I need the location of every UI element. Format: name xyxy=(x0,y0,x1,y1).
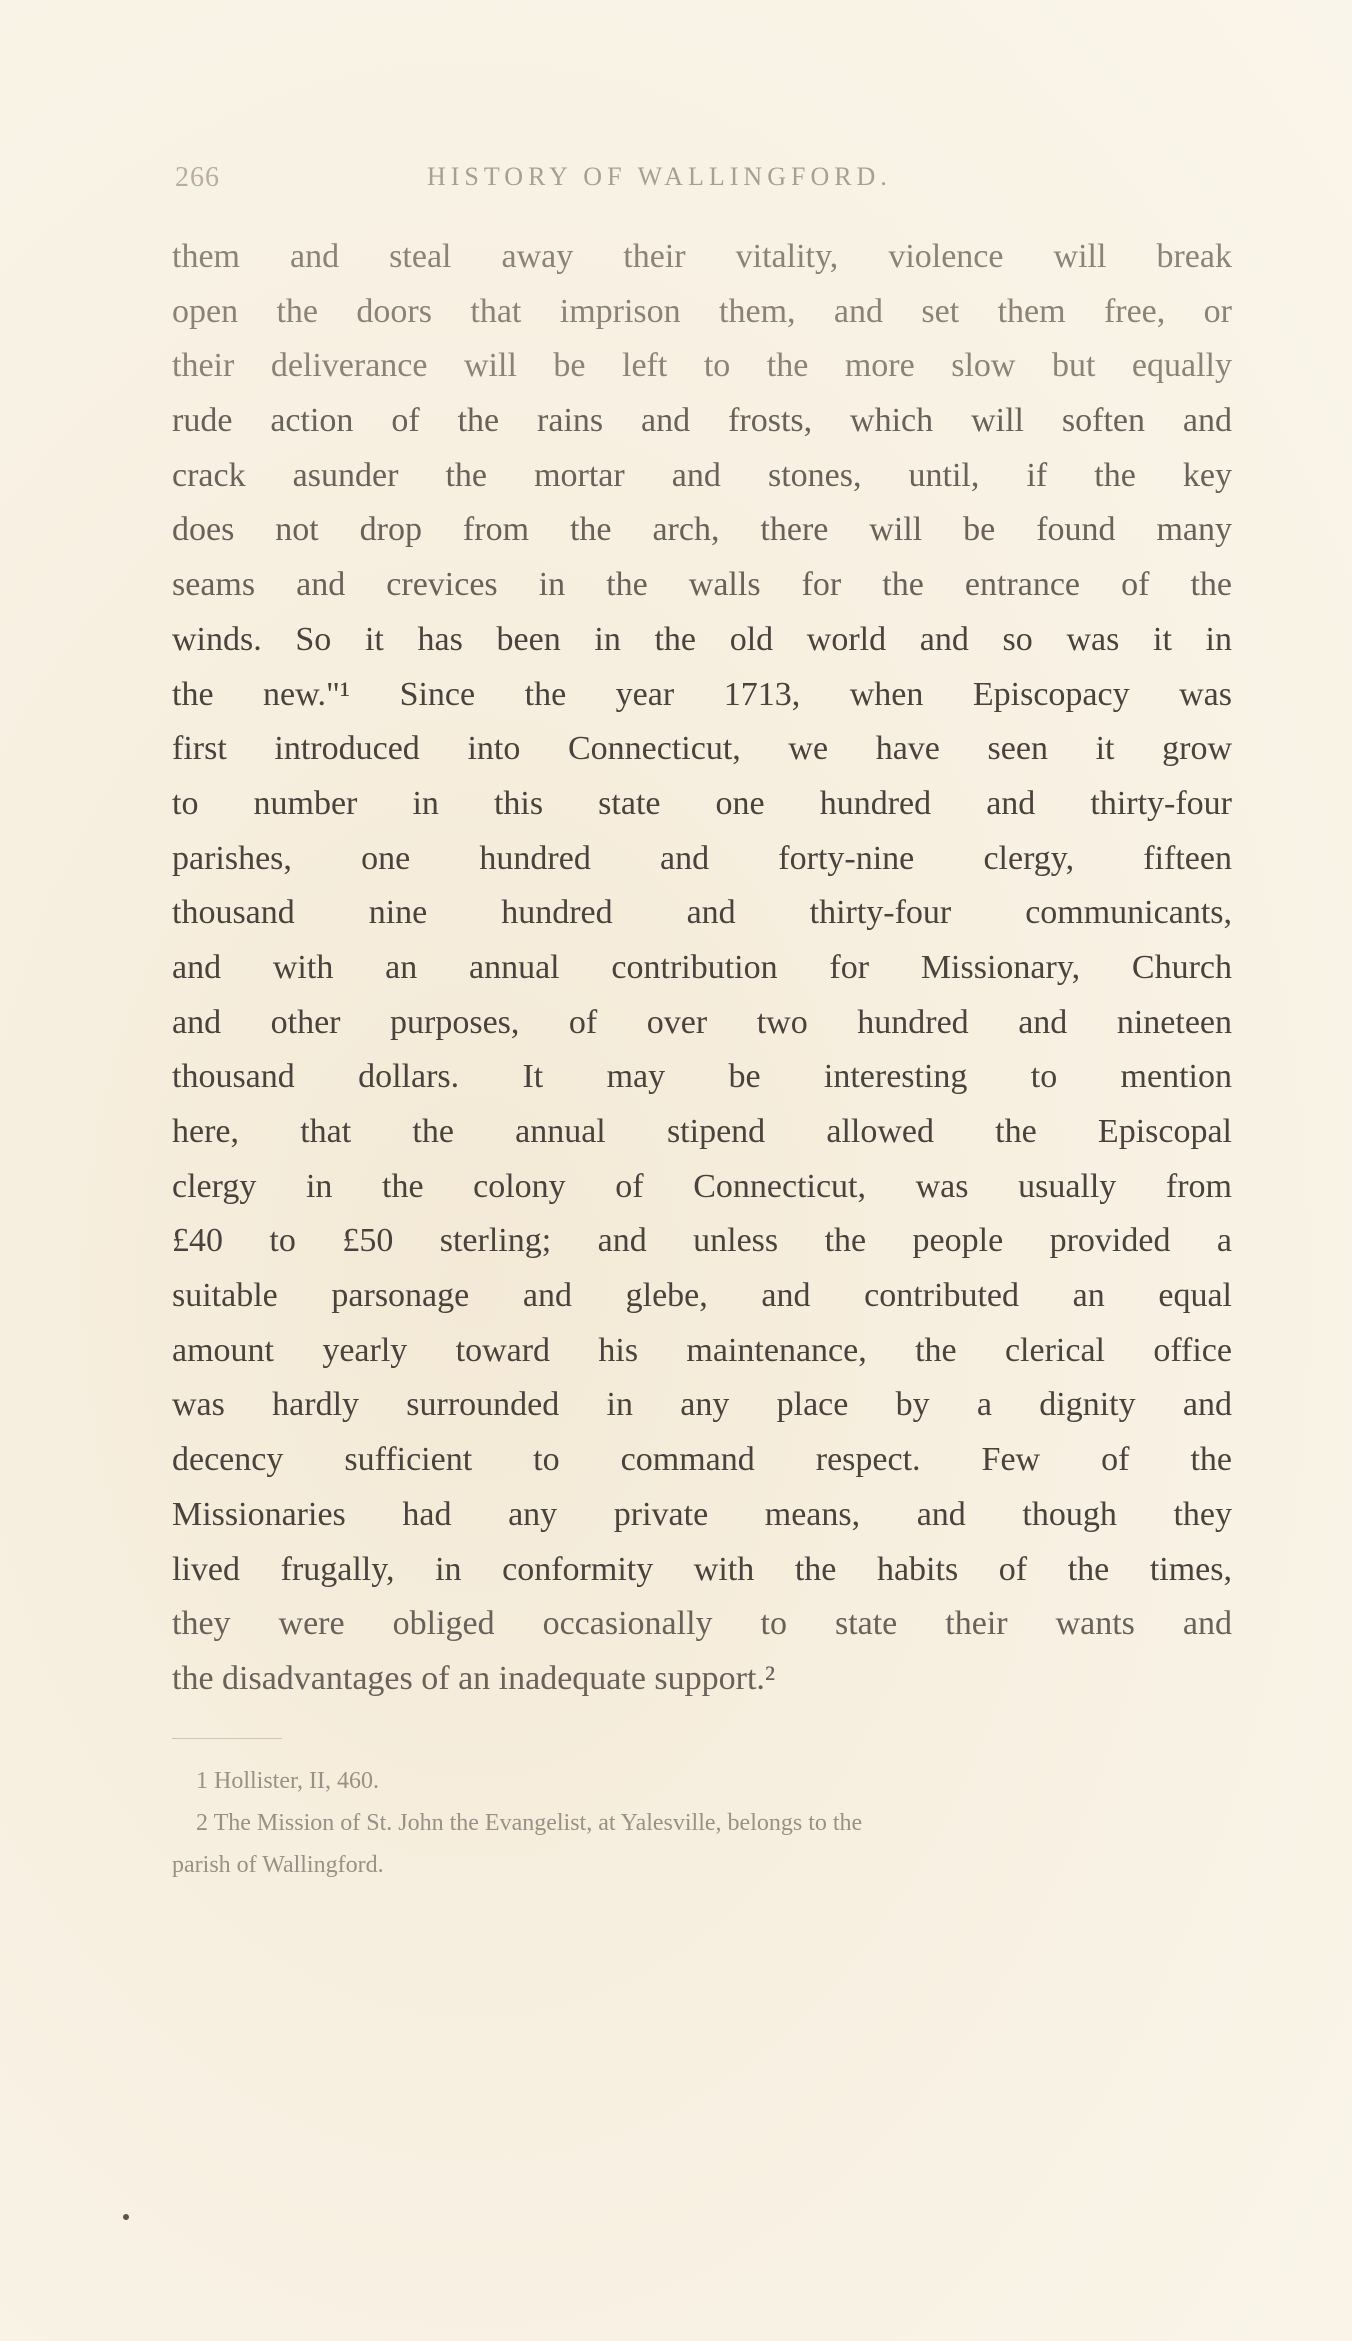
text-line: thousand dollars. It may be interesting to mention xyxy=(172,1058,1232,1096)
footnote-2: 2 The Mission of St. John the Evangelist, at Yalesville, belongs to the xyxy=(196,1810,863,1836)
text-line: clergy in the colony of Connecticut, was usually from xyxy=(172,1167,1232,1205)
text-line: first introduced into Connecticut, we have seen it grow xyxy=(172,730,1232,768)
paper-speck xyxy=(123,2214,129,2220)
footnotes xyxy=(172,1760,1232,1886)
footnote-divider xyxy=(172,1738,282,1739)
text-line: suitable parsonage and glebe, and contributed an equal xyxy=(172,1277,1232,1315)
text-line: they were obliged occasionally to state their wants and xyxy=(172,1605,1232,1643)
page-number: 266 xyxy=(175,162,220,193)
text-line: the new."¹ Since the year 1713, when Episcopacy was xyxy=(172,675,1232,713)
text-line: open the doors that imprison them, and set them free, or xyxy=(172,292,1232,330)
footnote-1: 1 Hollister, II, 460. xyxy=(196,1768,380,1794)
text-line: and other purposes, of over two hundred and nineteen xyxy=(172,1003,1232,1041)
text-line: seams and crevices in the walls for the entrance of the xyxy=(172,566,1232,604)
running-head xyxy=(175,162,1235,202)
text-line: the disadvantages of an inadequate support.² xyxy=(172,1659,776,1697)
text-line: parishes, one hundred and forty-nine clergy, fifteen xyxy=(172,839,1232,877)
footnote-2-continued: parish of Wallingford. xyxy=(172,1852,384,1878)
text-line: does not drop from the arch, there will be found many xyxy=(172,511,1232,549)
text-line: lived frugally, in conformity with the habits of the times, xyxy=(172,1550,1232,1588)
text-line: was hardly surrounded in any place by a dignity and xyxy=(172,1386,1232,1424)
text-line: thousand nine hundred and thirty-four communicants, xyxy=(172,894,1232,932)
text-line: £40 to £50 sterling; and unless the people provided a xyxy=(172,1222,1232,1260)
text-line: them and steal away their vitality, violence will break xyxy=(172,238,1232,275)
text-line: rude action of the rains and frosts, which will soften and xyxy=(172,402,1232,440)
text-line: decency sufficient to command respect. Few of the xyxy=(172,1441,1232,1479)
running-title: HISTORY OF WALLINGFORD. xyxy=(427,162,892,191)
text-line: crack asunder the mortar and stones, until, if the key xyxy=(172,456,1232,494)
text-line: to number in this state one hundred and thirty-four xyxy=(172,784,1232,822)
text-line: amount yearly toward his maintenance, the clerical office xyxy=(172,1331,1232,1369)
text-line: Missionaries had any private means, and though they xyxy=(172,1495,1232,1533)
text-line: and with an annual contribution for Missionary, Church xyxy=(172,948,1232,986)
text-line: here, that the annual stipend allowed the Episcopal xyxy=(172,1113,1232,1150)
body-text xyxy=(172,230,1232,1707)
text-line: their deliverance will be left to the more slow but equally xyxy=(172,347,1232,385)
text-line: winds. So it has been in the old world and so was it in xyxy=(172,620,1232,658)
